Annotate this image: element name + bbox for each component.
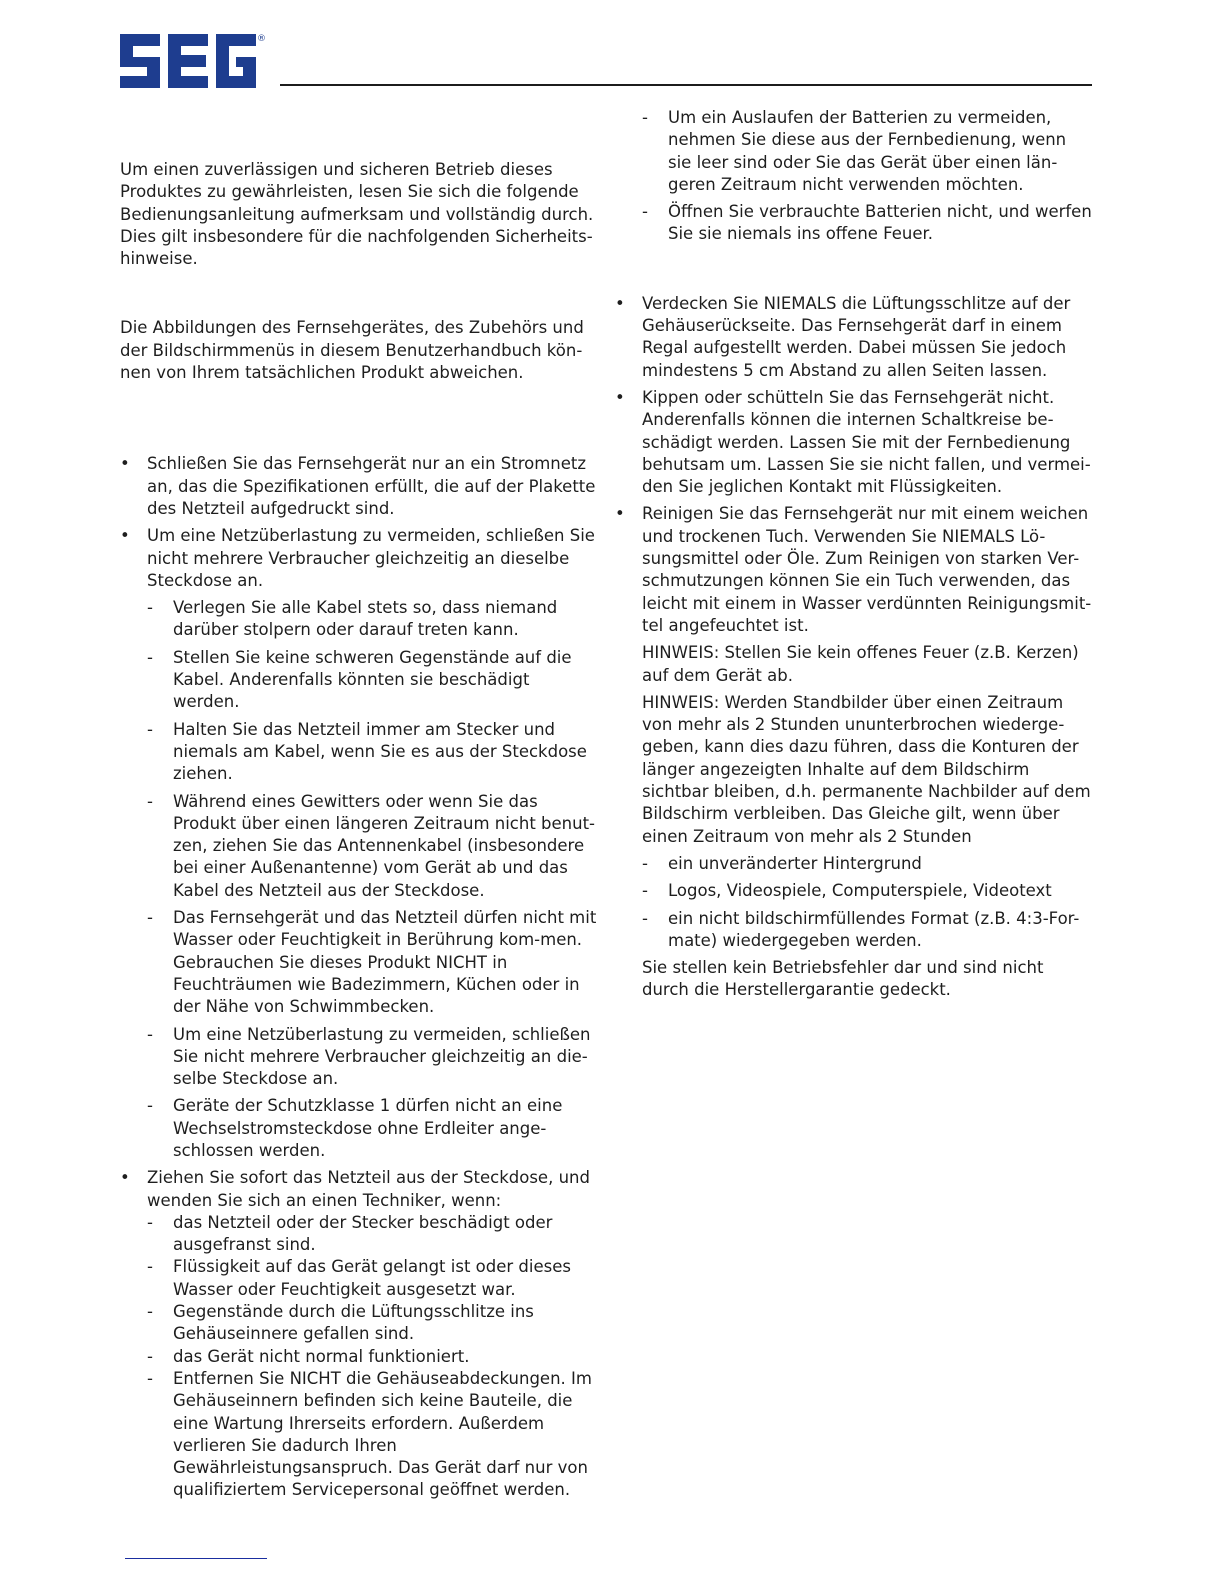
dash-item: - Während eines Gewitters oder wenn Sie das Produkt über einen längeren Zeitraum nicht benut-zen, ziehen Sie das Antennenkabel (insbesondere bei einer Außenantenne) vom Gerät ab und das Kabel des Netzteil aus der Steckdose. xyxy=(120,791,598,902)
registered-mark: ® xyxy=(257,34,266,44)
intro-paragraph: Um einen zuverlässigen und sicheren Betrieb dieses Produktes zu gewährleisten, lesen Sie sich die folgende Bedienungsanleitung aufmerksam und vollständig durch. Dies gilt insbesondere für die nachfolgenden Sicherheits-hinweise. xyxy=(120,160,594,269)
dash-item: - Stellen Sie keine schweren Gegenstände auf die Kabel. Anderenfalls könnten sie beschädigt werden. xyxy=(120,647,598,714)
dash-item: - ein unveränderter Hintergrund xyxy=(615,853,1093,875)
dash-item: - Verlegen Sie alle Kabel stets so, dass niemand darüber stolpern oder darauf treten kann. xyxy=(120,597,598,642)
left-column xyxy=(120,159,598,1502)
dash-item: - Gegenstände durch die Lüftungsschlitze ins Gehäuseinnere gefallen sind. xyxy=(120,1301,598,1346)
dash-item: - das Gerät nicht normal funktioniert. xyxy=(120,1346,598,1368)
dash-item: - Öffnen Sie verbrauchte Batterien nicht, und werfen Sie sie niemals ins offene Feuer. xyxy=(615,201,1093,246)
dash-item: - Entfernen Sie NICHT die Gehäuseabdeckungen. Im Gehäuseinnern befinden sich keine Bauteile, die eine Wartung Ihrerseits erfordern. Außerdem verlieren Sie dadurch Ihren Gewährleistungsanspruch. Das Gerät darf nur von qualifiziertem Servicepersonal geöffnet werden. xyxy=(120,1368,598,1502)
dash-item: - Um eine Netzüberlastung zu vermeiden, schließen Sie nicht mehrere Verbraucher gleichzeitig an die-selbe Steckdose an. xyxy=(120,1024,598,1091)
dash-item: - Um ein Auslaufen der Batterien zu vermeiden, nehmen Sie diese aus der Fernbedienung, wenn sie leer sind oder Sie das Gerät über einen län-geren Zeitraum nicht verwenden möchten. xyxy=(615,107,1093,196)
bullet-power-supply: • Schließen Sie das Fernsehgerät nur an ein Stromnetz an, das die Spezifikationen erfüllt, die auf der Plakette des Netzteil aufgedruckt sind. xyxy=(120,453,598,520)
hinweis-still-images: HINWEIS: Werden Standbilder über einen Zeitraum von mehr als 2 Stunden ununterbrochen wiederge-geben, kann dies dazu führen, dass die Konturen der länger angezeigten Inhalte auf dem Bildschirm sichtbar bleiben, d.h. permanente Nachbilder auf dem Bildschirm verbleiben. Das Gleiche gilt, wenn über einen Zeitraum von mehr als 2 Stunden xyxy=(642,692,1091,846)
bullet-cleaning: • Reinigen Sie das Fernsehgerät nur mit einem weichen und trockenen Tuch. Verwenden Sie NIEMALS Lö-sungsmittel oder Öle. Zum Reinigen von starken Ver-schmutzungen können Sie ein Tuch verwenden, das leicht mit einem in Wasser verdünnten Reinigungsmit-tel angefeuchtet ist. xyxy=(615,503,1093,637)
dash-item: - Geräte der Schutzklasse 1 dürfen nicht an eine Wechselstromsteckdose ohne Erdleiter ange-schlossen werden. xyxy=(120,1095,598,1162)
bullet-ventilation: • Verdecken Sie NIEMALS die Lüftungsschlitze auf der Gehäuserückseite. Das Fernsehgerät darf in einem Regal aufgestellt werden. Dabei müssen Sie jedoch mindestens 5 cm Abstand zu allen Seiten lassen. xyxy=(615,293,1093,382)
dash-item: - Logos, Videospiele, Computerspiele, Videotext xyxy=(615,880,1093,902)
dash-item: - Halten Sie das Netzteil immer am Stecker und niemals am Kabel, wenn Sie es aus der Steckdose ziehen. xyxy=(120,719,598,786)
dash-item: - Das Fernsehgerät und das Netzteil dürfen nicht mit Wasser oder Feuchtigkeit in Berührung kom-men. Gebrauchen Sie dieses Produkt NICHT in Feuchträumen wie Badezimmern, Küchen oder in der Nähe von Schwimmbecken. xyxy=(120,907,598,1018)
bullet-unplug: • Ziehen Sie sofort das Netzteil aus der Steckdose, und wenden Sie sich an einen Techniker, wenn: xyxy=(120,1167,598,1212)
seg-logo xyxy=(118,30,268,92)
footer-line xyxy=(125,1558,267,1559)
hinweis-fire: HINWEIS: Stellen Sie kein offenes Feuer (z.B. Kerzen) auf dem Gerät ab. xyxy=(642,643,1079,685)
bullet-overload: • Um eine Netzüberlastung zu vermeiden, schließen Sie nicht mehrere Verbraucher gleichzeitig an dieselbe Steckdose an. xyxy=(120,525,598,592)
dash-item: - das Netzteil oder der Stecker beschädigt oder ausgefranst sind. xyxy=(120,1212,598,1257)
header-rule xyxy=(280,84,1092,86)
closing-paragraph: Sie stellen kein Betriebsfehler dar und sind nicht durch die Herstellergarantie gedeckt. xyxy=(642,958,1044,1000)
bullet-tilting: • Kippen oder schütteln Sie das Fernsehgerät nicht. Anderenfalls können die internen Schaltkreise be-schädigt werden. Lassen Sie mit der Fernbedienung behutsam um. Lassen Sie sie nicht fallen, und vermei-den Sie jeglichen Kontakt mit Flüssigkeiten. xyxy=(615,387,1093,498)
dash-item: - Flüssigkeit auf das Gerät gelangt ist oder dieses Wasser oder Feuchtigkeit ausgesetzt war. xyxy=(120,1256,598,1301)
right-column xyxy=(615,107,1093,1002)
illustration-note: Die Abbildungen des Fernsehgerätes, des Zubehörs und der Bildschirmmenüs in diesem Benutzerhandbuch kön-nen von Ihrem tatsächlichen Produkt abweichen. xyxy=(120,318,584,383)
dash-item: - ein nicht bildschirmfüllendes Format (z.B. 4:3-For-mate) wiedergegeben werden. xyxy=(615,908,1093,953)
